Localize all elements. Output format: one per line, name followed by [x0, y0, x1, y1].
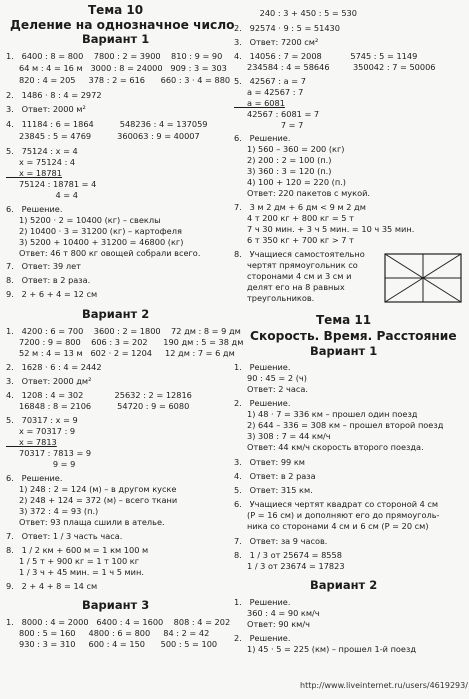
- right-text-line: 3. Ответ: 99 км: [234, 457, 305, 467]
- right-text-line: 1) 48 · 7 = 336 км – прошел один поезд: [234, 409, 418, 419]
- right-text-line: 4) 100 + 120 = 220 (п.): [234, 177, 346, 187]
- right-text-line: a = 6081: [234, 98, 285, 108]
- left-text-line: Деление на однозначное число: [10, 18, 235, 32]
- left-text-line: 3) 5200 + 10400 + 31200 = 46800 (кг): [6, 237, 184, 247]
- left-text-line: Вариант 1: [82, 32, 150, 46]
- right-text-line: 6. Решение.: [234, 133, 291, 143]
- right-text-line: a = 42567 : 7: [234, 87, 304, 97]
- left-text-line: 1 / 3 ч + 45 мин. = 1 ч 5 мин.: [6, 567, 144, 577]
- left-text-line: 1) 5200 · 2 = 10400 (кг) – свеклы: [6, 215, 161, 225]
- left-text-line: 2. 1486 · 8 : 4 = 2972: [6, 90, 102, 100]
- left-text-line: 4. 1208 : 4 = 302 25632 : 2 = 12816: [6, 390, 192, 400]
- right-text-line: 4 т 200 кг + 800 кг = 5 т: [234, 213, 354, 223]
- left-text-line: Вариант 3: [82, 598, 150, 612]
- right-text-line: Тема 11: [316, 313, 372, 327]
- left-text-line: 8. Ответ: в 2 раза.: [6, 275, 91, 285]
- rectangle-triangles-illustration: [384, 253, 462, 303]
- right-text-line: делят его на 8 равных: [234, 282, 345, 292]
- left-text-line: 1) 248 : 2 = 124 (м) – в другом куске: [6, 484, 177, 494]
- right-text-line: 2. Решение.: [234, 633, 291, 643]
- left-text-line: 820 : 4 = 205 378 : 2 = 616 660 : 3 · 4 = 880: [6, 75, 231, 85]
- left-text-line: 7. Ответ: 1 / 3 часть часа.: [6, 531, 123, 541]
- right-text-line: 1) 560 – 360 = 200 (кг): [234, 144, 345, 154]
- right-text-line: 8. 1 / 3 от 25674 = 8558: [234, 550, 342, 560]
- left-text-line: Ответ: 93 плаща сшили в ателье.: [6, 517, 165, 527]
- right-text-line: 234584 : 4 = 58646 350042 : 7 = 50006: [234, 62, 436, 72]
- right-text-line: Вариант 1: [310, 344, 378, 358]
- right-text-line: сторонами 4 см и 3 см и: [234, 271, 352, 281]
- right-text-line: 6. Учащиеся чертят квадрат со стороной 4 см: [234, 499, 439, 509]
- left-text-line: 23845 : 5 = 4769 360063 : 9 = 40007: [6, 131, 200, 141]
- right-text-line: 2. Решение.: [234, 398, 291, 408]
- right-text-line: 4. 14056 : 7 = 2008 5745 : 5 = 1149: [234, 51, 418, 61]
- left-text-line: 4. 11184 : 6 = 1864 548236 : 4 = 137059: [6, 119, 208, 129]
- left-text-line: 16848 : 8 = 2106 54720 : 9 = 6080: [6, 401, 190, 411]
- right-text-line: Ответ: 2 часа.: [234, 384, 309, 394]
- right-text-line: Ответ: 220 пакетов с мукой.: [234, 188, 371, 198]
- right-text-line: 1. Решение.: [234, 362, 291, 372]
- left-text-line: 5. 75124 : x = 4: [6, 146, 78, 156]
- right-text-line: 3. Ответ: 7200 см²: [234, 37, 319, 47]
- right-text-line: 3) 308 : 7 = 44 км/ч: [234, 431, 331, 441]
- right-text-line: 7. Ответ: за 9 часов.: [234, 536, 328, 546]
- right-text-line: 5. Ответ: 315 км.: [234, 485, 313, 495]
- right-text-line: 240 : 3 + 450 : 5 = 530: [244, 8, 357, 18]
- right-text-line: Вариант 2: [310, 578, 378, 592]
- right-text-line: 2) 200 : 2 = 100 (п.): [234, 155, 332, 165]
- right-text-line: 7 ч 30 мин. + 3 ч 5 мин. = 10 ч 35 мин.: [234, 224, 415, 234]
- right-text-line: (P = 16 см) и дополняют его до прямоуголь-: [234, 510, 440, 520]
- left-text-line: 1 / 5 т + 900 кг = 1 т 100 кг: [6, 556, 140, 566]
- left-text-line: 2) 10400 · 3 = 31200 (кг) – картофеля: [6, 226, 182, 236]
- right-text-line: 3) 360 : 3 = 120 (п.): [234, 166, 332, 176]
- left-text-line: 8. 1 / 2 км + 600 м = 1 км 100 м: [6, 545, 149, 555]
- left-text-line: 9. 2 + 4 + 8 = 14 см: [6, 581, 98, 591]
- left-text-line: 1. 4200 : 6 = 700 3600 : 2 = 1800 72 дм : 8 = 9 дм: [6, 326, 241, 336]
- left-text-line: 930 : 3 = 310 600 : 4 = 150 500 : 5 = 100: [6, 639, 218, 649]
- left-text-line: 2) 248 + 124 = 372 (м) – всего ткани: [6, 495, 178, 505]
- right-text-line: 2. 92574 · 9 : 5 = 51430: [234, 23, 340, 33]
- left-text-line: Тема 10: [88, 3, 144, 17]
- right-text-line: 42567 : 6081 = 7: [234, 109, 320, 119]
- left-text-line: 64 м : 4 = 16 м 3000 : 8 = 24000 909 : 3 = 303: [6, 63, 227, 73]
- left-text-line: Вариант 2: [82, 307, 150, 321]
- right-text-line: 4. Ответ: в 2 раза: [234, 471, 316, 481]
- left-text-line: Ответ: 46 т 800 кг овощей собрали всего.: [6, 248, 201, 258]
- left-text-line: 1. 8000 : 4 = 2000 6400 : 4 = 1600 808 : 4 = 202: [6, 617, 231, 627]
- right-text-line: 7 = 7: [234, 120, 304, 130]
- left-text-line: x = 70317 : 9: [6, 426, 76, 436]
- left-text-line: x = 7813: [6, 437, 57, 447]
- left-text-line: 3) 372 : 4 = 93 (п.): [6, 506, 99, 516]
- right-text-line: Ответ: 44 км/ч скорость второго поезда.: [234, 442, 424, 452]
- right-text-line: 90 : 45 = 2 (ч): [234, 373, 307, 383]
- right-text-line: Ответ: 90 км/ч: [234, 619, 310, 629]
- left-text-line: 9 = 9: [6, 459, 76, 469]
- right-text-line: 360 : 4 = 90 км/ч: [234, 608, 320, 618]
- left-text-line: 3. Ответ: 2000 дм²: [6, 376, 92, 386]
- right-text-line: 6 т 350 кг + 700 кг > 7 т: [234, 235, 354, 245]
- right-text-line: 1. Решение.: [234, 597, 291, 607]
- left-text-line: 1. 6400 : 8 = 800 7800 : 2 = 3900 810 : 9 = 90: [6, 51, 223, 61]
- left-text-line: 800 : 5 = 160 4800 : 6 = 800 84 : 2 = 42: [6, 628, 210, 638]
- left-text-line: 3. Ответ: 2000 м²: [6, 104, 86, 114]
- right-text-line: 2) 644 – 336 = 308 км – прошел второй поезд: [234, 420, 444, 430]
- left-text-line: x = 75124 : 4: [6, 157, 76, 167]
- right-text-line: 7. 3 м 2 дм + 6 дм < 9 м 2 дм: [234, 202, 366, 212]
- right-text-line: 8. Учащиеся самостоятельно: [234, 249, 365, 259]
- right-text-line: 1 / 3 от 23674 = 17823: [234, 561, 345, 571]
- left-text-line: 5. 70317 : x = 9: [6, 415, 78, 425]
- left-text-line: 2. 1628 · 6 : 4 = 2442: [6, 362, 102, 372]
- left-text-line: 52 м : 4 = 13 м 602 · 2 = 1204 12 дм : 7 = 6 дм: [6, 348, 235, 358]
- watermark-url[interactable]: http://www.liveinternet.ru/users/4619293/: [300, 681, 468, 690]
- left-text-line: 70317 : 7813 = 9: [6, 448, 92, 458]
- right-text-line: чертят прямоугольник со: [234, 260, 358, 270]
- left-text-line: 4 = 4: [6, 190, 78, 200]
- left-text-line: 6. Решение.: [6, 473, 63, 483]
- left-text-line: 7. Ответ: 39 лет: [6, 261, 81, 271]
- left-text-line: x = 18781: [6, 168, 62, 178]
- right-text-line: 1) 45 · 5 = 225 (км) – прошел 1-й поезд: [234, 644, 416, 654]
- right-text-line: 5. 42567 : a = 7: [234, 76, 306, 86]
- right-text-line: треугольников.: [234, 293, 315, 303]
- left-text-line: 75124 : 18781 = 4: [6, 179, 97, 189]
- right-text-line: ника со сторонами 4 см и 6 см (P = 20 см): [234, 521, 429, 531]
- left-text-line: 7200 : 9 = 800 606 : 3 = 202 190 дм : 5 = 38 дм: [6, 337, 244, 347]
- left-text-line: 6. Решение.: [6, 204, 63, 214]
- right-text-line: Скорость. Время. Расстояние: [250, 329, 457, 343]
- left-text-line: 9. 2 + 6 + 4 = 12 см: [6, 289, 98, 299]
